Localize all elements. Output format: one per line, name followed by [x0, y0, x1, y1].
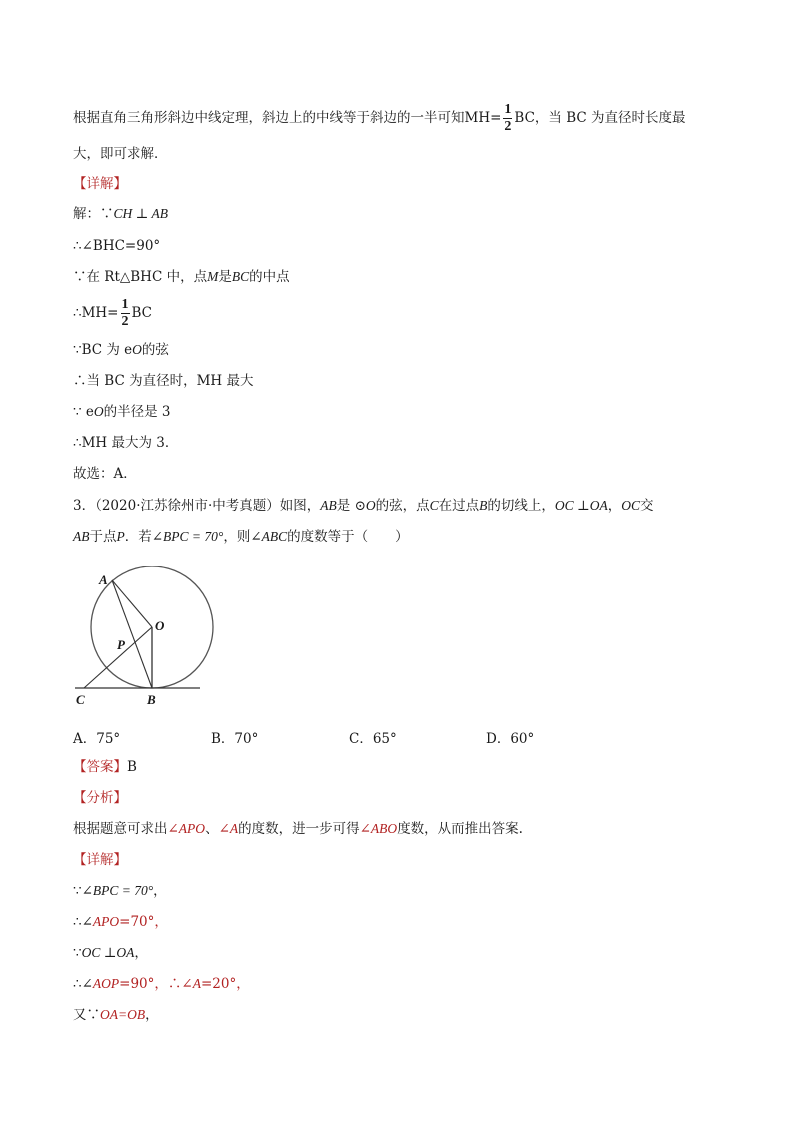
analysis-text-b: 、 [205, 821, 219, 837]
step4-prefix: ∴MH= [73, 305, 119, 321]
step7-circle-o: O [93, 404, 104, 419]
d2-l1-math: ∠BPC = 70° [81, 883, 154, 898]
analysis-angle-apo: ∠APO [167, 821, 206, 836]
q-text-a: 3．（2020·江苏徐州市·中考真题）如图， [73, 498, 321, 514]
d2-l5-a: 又∵ [73, 1007, 100, 1023]
segment-ab [112, 580, 152, 688]
step5-text-a: ∵BC 为 e [73, 342, 133, 358]
fraction-half [503, 102, 512, 135]
option-c[interactable]: C．65° [349, 731, 397, 747]
analysis-text-d: 度数，从而推出答案. [397, 821, 523, 837]
d2-l4-c: =20°， [200, 976, 250, 992]
q-text-c: 的弦，点 [375, 498, 430, 514]
label-a: A [99, 572, 108, 587]
d2-l5-b: ， [145, 1007, 159, 1023]
q2-math-angle-bpc: ∠BPC = 70° [151, 529, 224, 544]
label-b: B [147, 692, 156, 707]
intro-text-a: 根据直角三角形斜边中线定理，斜边上的中线等于斜边的一半可知MH= [73, 110, 502, 126]
label-p: P [117, 637, 125, 652]
question-line-1 [73, 497, 654, 515]
q2-text-c: ，则 [223, 529, 251, 545]
step7-text-b: 的半径是 3 [103, 404, 171, 420]
step4-suffix: BC [131, 305, 153, 321]
step1-math: CH ⊥ AB [113, 206, 168, 221]
d2-l4-math2: A [192, 976, 201, 991]
q-text-b: 是 ⊙ [336, 498, 366, 514]
fraction-denominator: 2 [504, 119, 512, 134]
analysis-angle-a: ∠A [218, 821, 239, 836]
q-text-f: ， [607, 498, 622, 514]
d2-l3-a: ∵ [73, 945, 82, 961]
d2-l3-math: OC ⊥OA [81, 945, 135, 960]
step1-prefix: 解：∵ [73, 206, 114, 222]
q-segment-ab: AB [320, 498, 337, 513]
q-math-oc: OC [621, 498, 640, 513]
step7-text-a: ∵ e [73, 404, 94, 420]
d2-l4-b: =90°，∴∠ [119, 976, 193, 992]
intro-text-b: BC，当 BC 为直径时长度最 [514, 110, 686, 126]
detail2-step-3 [73, 944, 148, 962]
step3-text-b: 是 [218, 269, 232, 285]
step3-text-a: ∵在 Rt△BHC 中，点 [73, 269, 208, 285]
detail1-step-2: ∴∠BHC=90° [73, 238, 161, 254]
option-a[interactable]: A．75° [73, 731, 121, 747]
analysis-angle-abo: ∠ABO [359, 821, 398, 836]
detail1-step-3 [73, 268, 290, 286]
segment-ao [112, 580, 152, 627]
d2-l2-math: APO [92, 914, 120, 929]
detail1-step-8: ∴MH 最大为 3． [73, 435, 179, 451]
question-line-2 [73, 528, 409, 546]
fraction-numerator: 1 [504, 102, 512, 117]
q-math-perp: OC ⊥OA [554, 498, 608, 513]
detail1-step-7 [73, 403, 171, 421]
detail-heading-2: 【详解】 [73, 852, 127, 868]
q2-point-p: P [116, 529, 125, 544]
detail1-step-9: 故选：A． [73, 466, 137, 482]
q2-segment-ab: AB [73, 529, 90, 544]
fraction-denominator: 2 [121, 314, 129, 329]
q-circle-o: O [365, 498, 376, 513]
intro-line-1 [73, 102, 686, 135]
detail2-step-1 [73, 882, 167, 900]
detail1-step-1 [73, 205, 168, 223]
geometry-figure [70, 566, 230, 716]
q2-text-a: 于点 [89, 529, 117, 545]
answer-line [73, 758, 137, 776]
q-text-d: 在过点 [438, 498, 480, 514]
step3-point-m: M [207, 269, 219, 284]
detail1-step-6: ∴当 BC 为直径时，MH 最大 [73, 373, 254, 389]
d2-l1-a: ∵ [73, 883, 82, 899]
q2-text-b: ．若 [124, 529, 152, 545]
answer-value: B [127, 759, 137, 775]
q-text-e: 的切线上， [487, 498, 555, 514]
q-point-b: B [479, 498, 488, 513]
option-d[interactable]: D．60° [486, 731, 535, 747]
d2-l5-math: OA=OB [100, 1007, 146, 1022]
q2-math-angle-abc: ∠ABC [250, 529, 288, 544]
d2-l2-a: ∴∠ [73, 914, 93, 930]
q-text-g: 交 [640, 498, 654, 514]
detail1-step-4 [73, 297, 152, 330]
detail-heading-1: 【详解】 [73, 176, 127, 192]
q-point-c: C [429, 498, 439, 513]
fraction-numerator: 1 [121, 297, 129, 312]
detail2-step-2 [73, 913, 168, 931]
analysis-text-a: 根据题意可求出 [73, 821, 168, 837]
detail2-step-4 [73, 975, 250, 993]
fraction-half-2 [121, 297, 130, 330]
d2-l4-a: ∴∠ [73, 976, 93, 992]
option-b[interactable]: B．70° [211, 731, 259, 747]
d2-l4-math: AOP [92, 976, 120, 991]
analysis-text-c: 的度数，进一步可得 [238, 821, 360, 837]
label-o: O [155, 618, 165, 633]
step3-text-c: 的中点 [249, 269, 290, 285]
q2-text-d: 的度数等于（ ） [287, 529, 409, 545]
analysis-text [73, 820, 523, 838]
d2-l3-b: ， [134, 945, 148, 961]
d2-l2-b: =70°， [119, 914, 168, 930]
label-c: C [76, 692, 85, 707]
step3-segment-bc: BC [231, 269, 250, 284]
step5-text-b: 的弦 [141, 342, 169, 358]
analysis-heading: 【分析】 [73, 790, 127, 806]
detail1-step-5 [73, 341, 169, 359]
detail2-step-5 [73, 1006, 159, 1024]
answer-heading: 【答案】 [73, 759, 127, 775]
step5-circle-o: O [132, 342, 142, 357]
intro-line-2: 大，即可求解． [73, 146, 168, 162]
d2-l1-b: ， [153, 883, 167, 899]
